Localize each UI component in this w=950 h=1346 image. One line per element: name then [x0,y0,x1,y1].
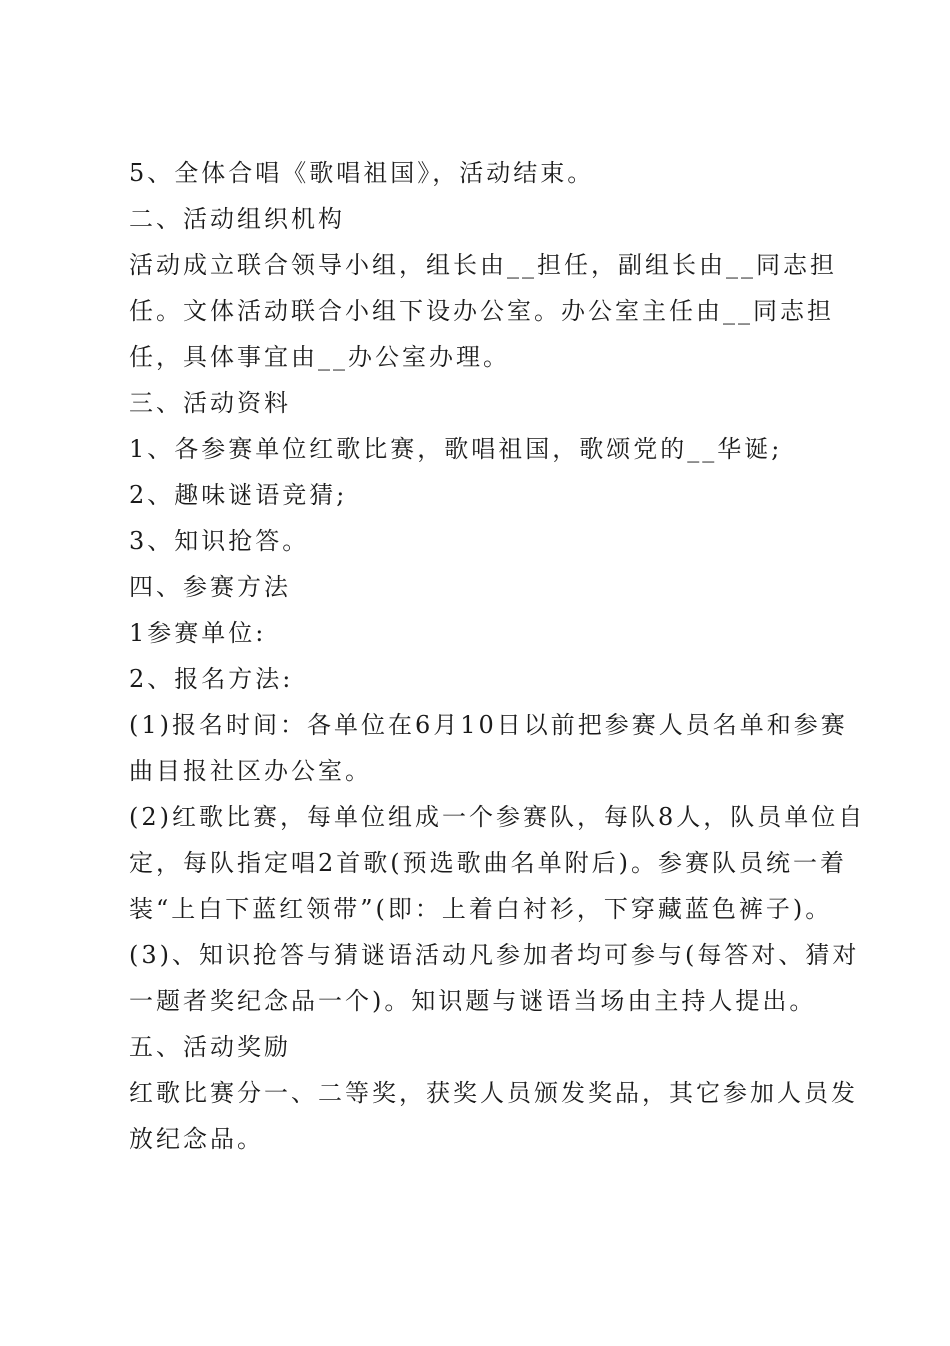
text-line: 红歌比赛分一、二等奖，获奖人员颁发奖品，其它参加人员发 [129,1079,858,1107]
text-line: 活动成立联合领导小组，组长由__担任，副组长由__同志担 [129,251,837,279]
text-line: 一题者奖纪念品一个)。知识题与谜语当场由主持人提出。 [129,987,817,1015]
text-line: 定，每队指定唱2首歌(预选歌曲名单附后)。参赛队员统一着 [129,849,847,877]
text-line-closing-chorus: 5、全体合唱《歌唱祖国》，活动结束。 [129,159,595,187]
text-line: 曲目报社区办公室。 [129,757,372,785]
text-line: (2)红歌比赛，每单位组成一个参赛队，每队8人，队员单位自 [129,803,866,831]
list-item: 1参赛单位: [129,619,267,647]
text-line: (1)报名时间：各单位在6月10日以前把参赛人员名单和参赛 [129,711,848,739]
list-item: 2、趣味谜语竞猜; [129,481,348,509]
section-heading-organization: 二、活动组织机构 [129,205,345,233]
list-item: 1、各参赛单位红歌比赛，歌唱祖国，歌颂党的__华诞; [129,435,783,463]
section-heading-awards: 五、活动奖励 [129,1033,291,1061]
text-line: 装“上白下蓝红领带”(即：上着白衬衫，下穿藏蓝色裤子)。 [129,895,833,923]
document-body [129,150,866,1162]
text-line: 放纪念品。 [129,1125,264,1153]
section-heading-content: 三、活动资料 [129,389,291,417]
text-line: 任。文体活动联合小组下设办公室。办公室主任由__同志担 [129,297,834,325]
list-item: 3、知识抢答。 [129,527,310,555]
list-item: 2、报名方法: [129,665,294,693]
text-line: (3)、知识抢答与猜谜语活动凡参加者均可参与(每答对、猜对 [129,941,860,969]
text-line: 任，具体事宜由__办公室办理。 [129,343,510,371]
section-heading-method: 四、参赛方法 [129,573,291,601]
